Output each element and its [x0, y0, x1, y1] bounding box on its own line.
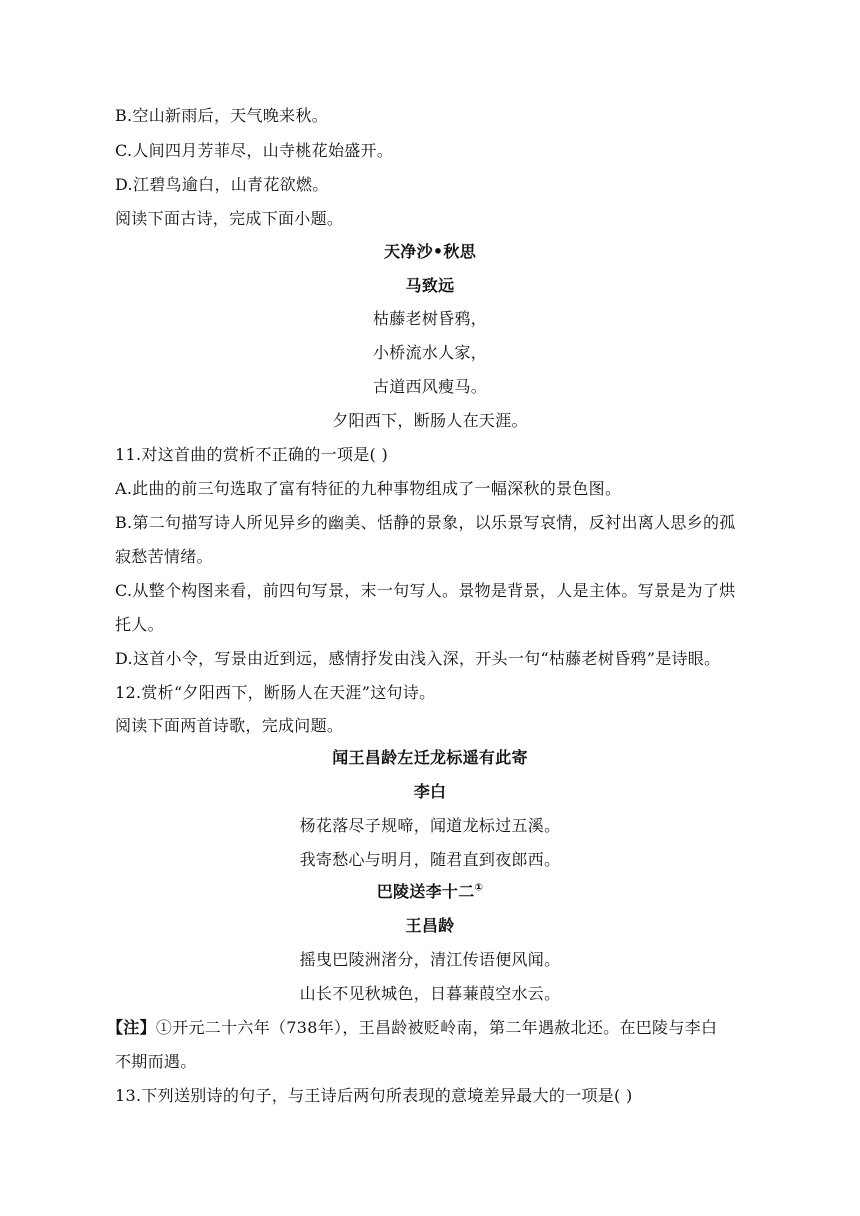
note-text-1: ①开元二十六年（738年），王昌龄被贬岭南，第二年遇赦北还。在巴陵与李白: [155, 1018, 718, 1037]
poem1-line-3: 古道西风瘦马。: [372, 377, 488, 396]
poem1-title: 天净沙•秋思: [383, 242, 477, 261]
question-11-option-b-line2: 寂愁苦情绪。: [115, 547, 213, 566]
question-11-option-d: D.这首小令，写景由近到远，感情抒发由浅入深，开头一句“枯藤老树昏鸦”是诗眼。: [115, 649, 721, 668]
poem1-author: 马致远: [405, 276, 455, 295]
note-line-1: [107, 1017, 717, 1039]
option-c-prev: C.人间四月芳菲尽，山寺桃花始盛开。: [115, 141, 394, 160]
poem3-title-text: 巴陵送李十二: [376, 882, 475, 901]
reading-instruction-2: 阅读下面两首诗歌，完成问题。: [115, 716, 344, 735]
poem1-line-2: 小桥流水人家，: [372, 343, 488, 362]
poem3-line-2: 山长不见秋城色，日暮蒹葭空水云。: [299, 984, 561, 1003]
question-11-stem: 11.对这首曲的赏析不正确的一项是( ): [115, 445, 389, 464]
question-11-option-c-line2: 托人。: [115, 615, 164, 634]
note-line-2: 不期而遇。: [115, 1052, 197, 1071]
question-11-option-c-line1: C.从整个构图来看，前四句写景，末一句写人。景物是背景，人是主体。写景是为了烘: [115, 581, 736, 600]
poem3-note-marker: ①: [474, 882, 484, 894]
note-label: 【注】: [107, 1018, 156, 1037]
poem1-line-1: 枯藤老树昏鸦，: [372, 309, 488, 328]
poem1-line-4: 夕阳西下，断肠人在天涯。: [332, 411, 528, 430]
question-13: 13.下列送别诗的句子，与王诗后两句所表现的意境差异最大的一项是( ): [115, 1086, 633, 1105]
option-d-prev: D.江碧鸟逾白，山青花欲燃。: [115, 175, 329, 194]
option-b-prev: B.空山新雨后，天气晚来秋。: [115, 106, 329, 125]
poem3-author: 王昌龄: [405, 916, 455, 935]
reading-instruction-1: 阅读下面古诗，完成下面小题。: [115, 209, 344, 228]
poem3-title: [0, 881, 860, 903]
question-11-option-b-line1: B.第二句描写诗人所见异乡的幽美、恬静的景象，以乐景写哀情，反衬出离人思乡的孤: [115, 513, 736, 532]
poem3-line-1: 摇曳巴陵洲渚分，清江传语便风闻。: [299, 950, 561, 969]
poem2-author: 李白: [413, 782, 447, 801]
poem2-line-1: 杨花落尽子规啼，闻道龙标过五溪。: [299, 816, 561, 835]
question-11-option-a: A.此曲的前三句选取了富有特征的九种事物组成了一幅深秋的景色图。: [115, 479, 622, 498]
poem2-title: 闻王昌龄左迁龙标遥有此寄: [332, 748, 528, 767]
poem2-line-2: 我寄愁心与明月，随君直到夜郎西。: [299, 850, 561, 869]
question-12: 12.赏析“夕阳西下，断肠人在天涯”这句诗。: [115, 683, 436, 702]
